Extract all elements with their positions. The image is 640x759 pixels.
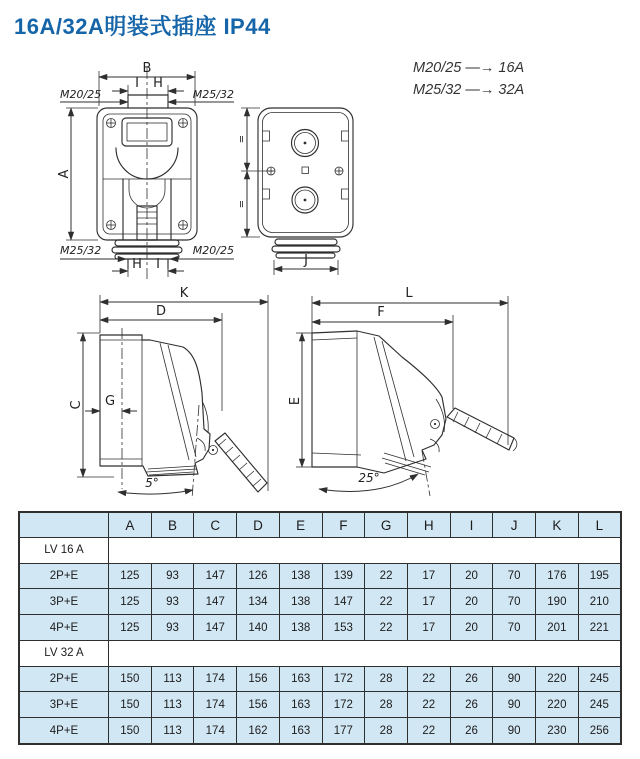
dim-k-label: K [179,286,189,301]
dim-value-cell: 17 [407,563,450,589]
equal-mark-lower: = [235,199,247,209]
column-header-K: K [536,512,579,538]
dim-value-cell: 221 [578,615,621,641]
dim-value-cell: 138 [279,563,322,589]
dim-value-cell: 210 [578,589,621,615]
column-header-I: I [450,512,493,538]
dim-value-cell: 150 [109,666,152,692]
column-header-A: A [109,512,152,538]
gland-notes [413,57,524,101]
column-header-E: E [279,512,322,538]
gland-note-16a: M20/25 —→ 16A [413,60,525,76]
dim-table-header-row [19,512,621,538]
dim-value-cell: 163 [279,692,322,718]
section-label: LV 16 A [19,538,109,564]
dim-value-cell: 17 [407,615,450,641]
center-hole [302,167,309,174]
dim-value-cell: 147 [194,589,237,615]
dim-value-cell: 113 [151,718,194,744]
column-header-G: G [365,512,408,538]
dim-value-cell: 113 [151,692,194,718]
dim-b-label: B [142,61,152,76]
dim-value-cell: 26 [450,666,493,692]
dim-value-cell: 174 [194,666,237,692]
gland-bottom-left-label: M25/32 [60,244,102,257]
dim-value-cell: 70 [493,563,536,589]
section-row [19,538,621,564]
dim-value-cell: 176 [536,563,579,589]
knockout-bottom [292,187,318,213]
table-corner-cell [19,512,109,538]
dim-value-cell: 220 [536,666,579,692]
dim-value-cell: 174 [194,718,237,744]
dim-value-cell: 245 [578,692,621,718]
dim-value-cell: 22 [407,692,450,718]
table-row [19,615,621,641]
hinge [209,446,218,455]
dim-value-cell: 172 [322,666,365,692]
dim-c-label: C [69,400,84,410]
dim-value-cell: 163 [279,718,322,744]
dim-value-cell: 70 [493,589,536,615]
dim-value-cell: 153 [322,615,365,641]
dim-value-cell: 177 [322,718,365,744]
dim-value-cell: 134 [237,589,280,615]
dim-value-cell: 20 [450,589,493,615]
dim-value-cell: 70 [493,615,536,641]
column-header-F: F [322,512,365,538]
dim-value-cell: 150 [109,718,152,744]
section-band [109,640,622,666]
row-label: 3P+E [19,589,109,615]
dim-value-cell: 28 [365,718,408,744]
dim-e-label: E [288,396,303,406]
dim-value-cell: 22 [407,666,450,692]
dim-value-cell: 22 [365,615,408,641]
row-label: 2P+E [19,563,109,589]
gland-note-32a: M25/32 —→ 32A [413,82,525,98]
dim-value-cell: 156 [237,666,280,692]
side-view-25deg-drawing [283,283,583,518]
rear-view-dimensions [236,108,339,275]
dim-table-body [19,538,621,745]
dim-i-bottom-label: I [156,257,160,272]
angle-5-label: 5° [145,476,159,490]
dim-value-cell: 147 [322,589,365,615]
dim-value-cell: 90 [493,718,536,744]
dim-a-label: A [57,169,72,179]
row-label: 4P+E [19,718,109,744]
dim-value-cell: 220 [536,692,579,718]
column-header-H: H [407,512,450,538]
dim-value-cell: 256 [578,718,621,744]
dim-value-cell: 22 [365,563,408,589]
table-row [19,563,621,589]
side-view-5-body [100,335,267,492]
dimension-table [18,511,622,745]
gland-top-right-label: M25/32 [192,88,234,101]
dim-value-cell: 26 [450,718,493,744]
side-view-25-body [312,331,517,475]
section-band [109,538,622,564]
dim-value-cell: 245 [578,666,621,692]
angle-25-label: 25° [358,471,380,485]
side-view-5-dimensions [69,286,268,499]
dim-j-label: J [304,253,308,268]
table-row [19,692,621,718]
dim-value-cell: 20 [450,563,493,589]
column-header-J: J [493,512,536,538]
dim-h-bottom-label: H [132,257,142,272]
dim-value-cell: 138 [279,615,322,641]
row-label: 2P+E [19,666,109,692]
dim-value-cell: 93 [151,589,194,615]
dim-f-label: F [377,305,385,320]
page-title: 16A/32A明装式插座 IP44 [14,14,271,39]
gland-top-left-label: M20/25 [60,88,102,101]
protective-cap [215,433,267,492]
dim-value-cell: 90 [493,666,536,692]
dim-value-cell: 190 [536,589,579,615]
dim-value-cell: 22 [407,718,450,744]
table-row [19,718,621,744]
dim-value-cell: 26 [450,692,493,718]
knockout-top [292,130,319,157]
column-header-B: B [151,512,194,538]
side-view-25-dimensions [288,286,508,496]
dim-value-cell: 174 [194,692,237,718]
dim-value-cell: 156 [237,692,280,718]
dim-value-cell: 125 [109,563,152,589]
dim-value-cell: 162 [237,718,280,744]
dim-value-cell: 22 [365,589,408,615]
row-label: 4P+E [19,615,109,641]
dim-i-top-label: I [135,76,139,91]
column-header-D: D [237,512,280,538]
dim-value-cell: 139 [322,563,365,589]
table-row [19,589,621,615]
dim-value-cell: 125 [109,615,152,641]
dim-value-cell: 172 [322,692,365,718]
gland-bottom-right-label: M20/25 [192,244,234,257]
dim-d-label: D [155,304,167,319]
dim-value-cell: 125 [109,589,152,615]
dim-value-cell: 28 [365,692,408,718]
protective-cap [447,408,517,451]
section-row [19,640,621,666]
rear-view-body [258,108,353,258]
dim-value-cell: 201 [536,615,579,641]
table-row [19,666,621,692]
hinge [431,420,440,429]
dim-value-cell: 17 [407,589,450,615]
cable-gland [146,466,197,475]
section-label: LV 32 A [19,640,109,666]
dim-value-cell: 138 [279,589,322,615]
dim-value-cell: 150 [109,692,152,718]
dim-value-cell: 147 [194,615,237,641]
column-header-L: L [578,512,621,538]
column-header-C: C [194,512,237,538]
dim-value-cell: 93 [151,615,194,641]
dim-value-cell: 140 [237,615,280,641]
dim-value-cell: 195 [578,563,621,589]
dim-g-label: G [104,394,116,409]
dim-value-cell: 20 [450,615,493,641]
dim-value-cell: 147 [194,563,237,589]
dim-value-cell: 126 [237,563,280,589]
dim-l-label: L [405,286,413,301]
dim-value-cell: 93 [151,563,194,589]
dim-value-cell: 163 [279,666,322,692]
socket-axis-line [192,405,199,499]
row-label: 3P+E [19,692,109,718]
dim-value-cell: 230 [536,718,579,744]
dim-value-cell: 28 [365,666,408,692]
equal-mark-upper: = [235,134,247,144]
rear-view-drawing [235,93,388,291]
dim-value-cell: 113 [151,666,194,692]
dim-h-top-label: H [153,76,163,91]
dim-value-cell: 90 [493,692,536,718]
